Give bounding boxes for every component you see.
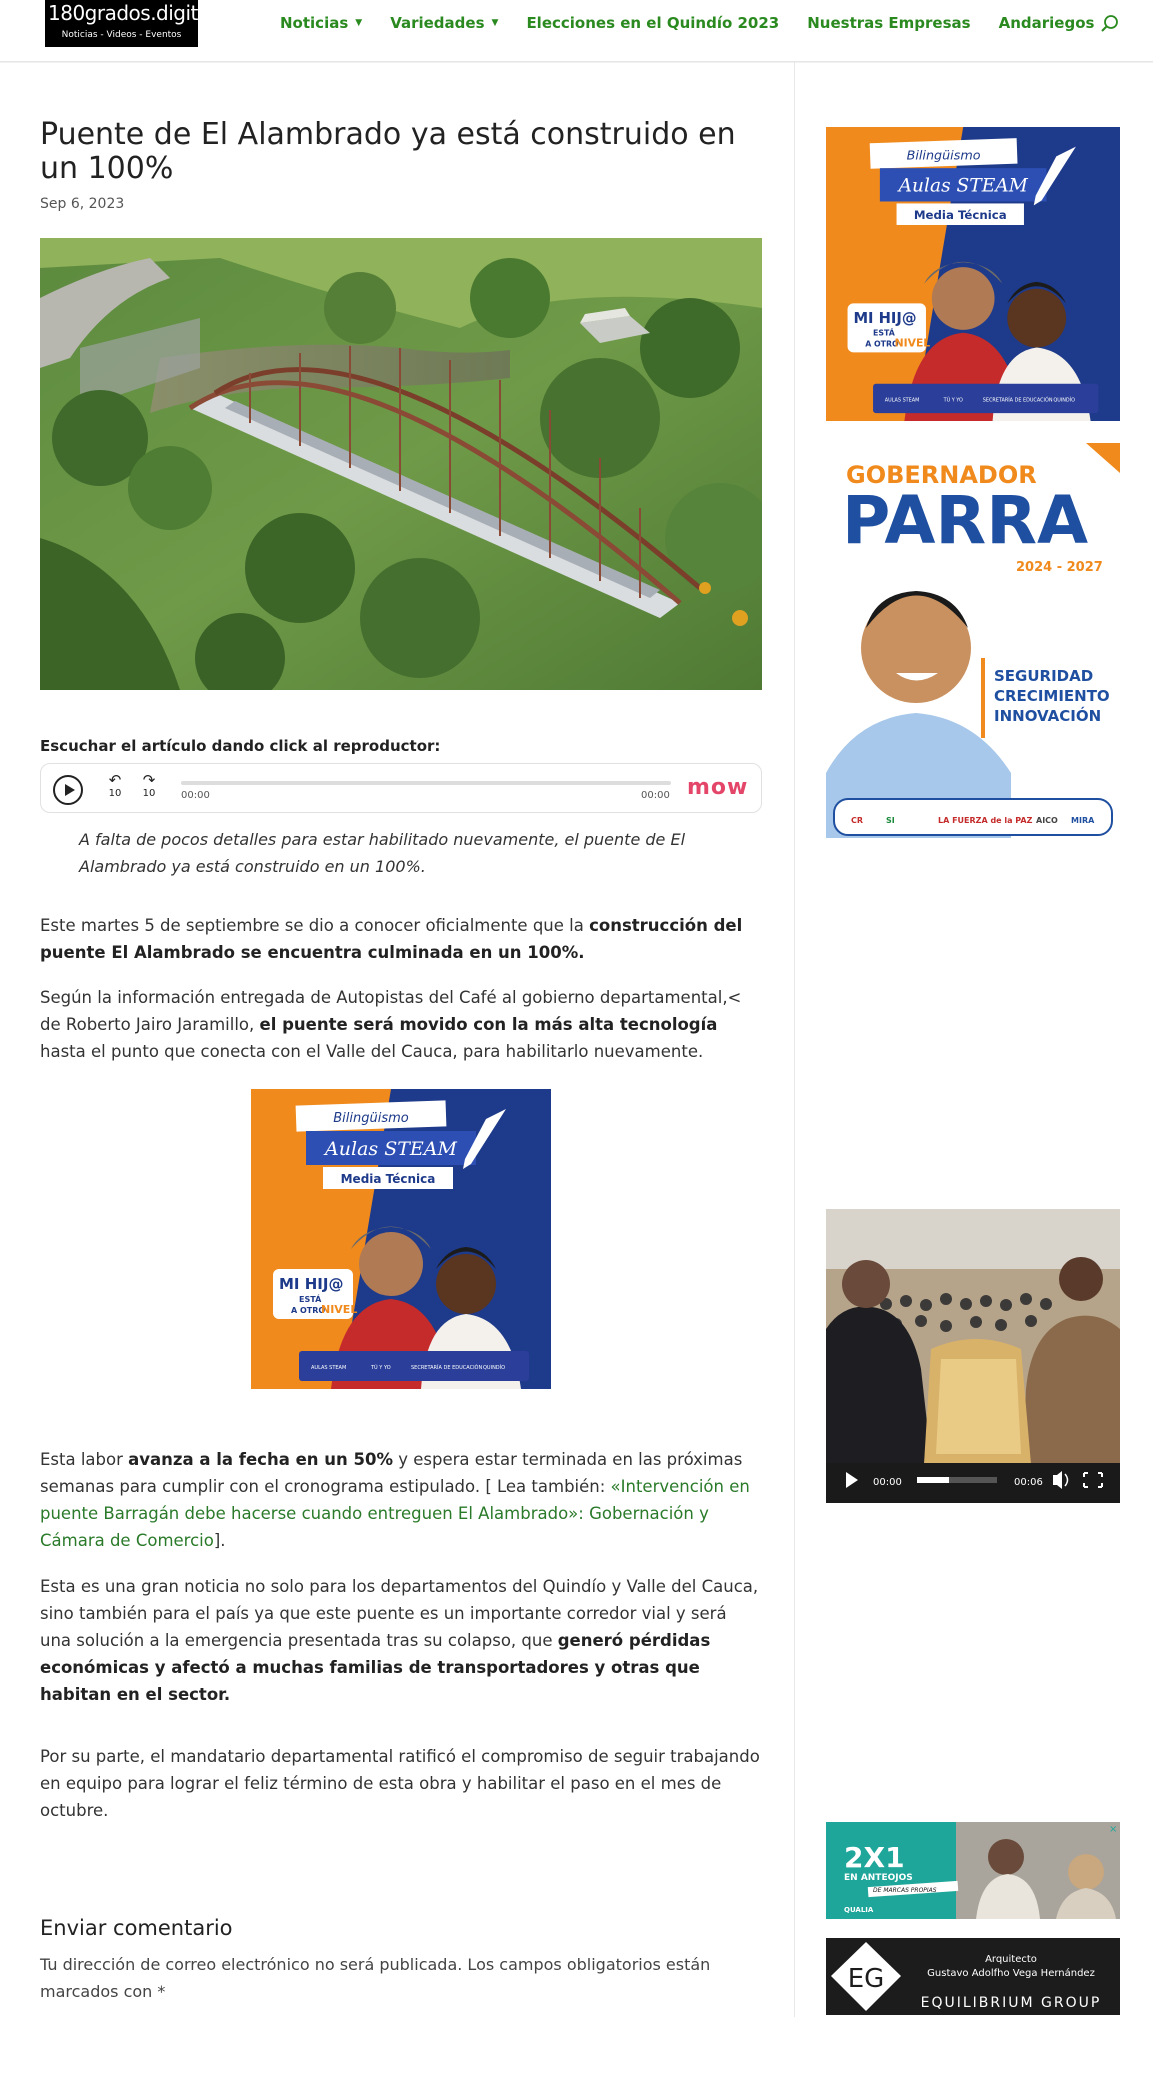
text: hasta el punto que conecta con el Valle del Cauca, para habilitarlo nuevamente. (40, 1042, 704, 1061)
ad-parra-word-3: INNOVACIÓN (994, 707, 1102, 725)
bold-text: el puente será movido con la más alta tecnología (259, 1015, 718, 1034)
ad-line-1: Bilingüismo (333, 1111, 409, 1126)
nav-item-variedades[interactable] (390, 14, 498, 32)
ad-eg-company: EQUILIBRIUM GROUP (920, 1995, 1102, 2011)
ad-logo: LA FUERZA de la PAZ (938, 816, 1033, 825)
nav-label: Andariegos (998, 14, 1095, 32)
ad-parra-kicker: GOBERNADOR (846, 461, 1037, 489)
ad-qualia-line: EN ANTEOJOS (844, 1873, 913, 1883)
ad-tag-2: ESTÁ (299, 1295, 322, 1304)
ad-line-2: Aulas STEAM (325, 1138, 457, 1160)
sidebar-divider (794, 62, 795, 2017)
ad-parra-word-2: CRECIMIENTO (994, 687, 1110, 705)
nav-item-noticias[interactable] (280, 14, 362, 32)
nav-label: Noticias (280, 14, 349, 32)
paragraph-2 (40, 984, 762, 1065)
ad-logo: SECRETARÍA DE EDUCACIÓN (411, 1365, 483, 1371)
comment-section-title: Enviar comentario (40, 1916, 233, 1940)
article-title: Puente de El Alambrado ya está construido en un 100% (40, 117, 736, 186)
ad-logo: TÚ Y YO (371, 1365, 391, 1371)
ad-tag-4: NIVEL (321, 1303, 358, 1316)
text: Según la información entregada de Autopistas del Café al gobierno departamental,< de Roberto Jairo Jaramillo, (40, 988, 742, 1034)
article-lead: A falta de pocos detalles para estar habilitado nuevamente, el puente de El Alambrado ya está construido en un 100%. (79, 830, 686, 876)
ad-tag-3: A OTRO (865, 339, 899, 349)
ad-logo: AULAS STEAM (884, 397, 920, 404)
paragraph-3 (40, 1446, 762, 1554)
ad-logo: CR (851, 816, 864, 825)
ad-tag-3: A OTRO (291, 1306, 326, 1315)
nav-label: Elecciones en el Quindío 2023 (526, 14, 780, 32)
nav-item-andariegos[interactable] (999, 14, 1095, 32)
site-header (0, 0, 1153, 62)
forward-seconds: 10 (142, 788, 156, 799)
hero-image-bridge (40, 238, 762, 690)
ad-logo: AULAS STEAM (311, 1365, 347, 1371)
ad-eg-role: Arquitecto (985, 1954, 1037, 1965)
main-nav (280, 14, 1122, 32)
ad-line-2: Aulas STEAM (898, 175, 1028, 197)
player-brand-logo[interactable]: mow (687, 775, 749, 800)
forward-icon: ↷ (142, 771, 156, 789)
sidebar-ad-gobernador-parra[interactable] (826, 443, 1120, 838)
rewind-icon: ↶ (108, 771, 122, 789)
text: ]. (213, 1531, 226, 1550)
bold-text: generó pérdidas económicas y afectó a muchas familias de transportadores y otras que habitan en el sector. (40, 1631, 711, 1704)
close-icon: × (1109, 1824, 1118, 1835)
ad-logo: SECRETARÍA DE EDUCACIÓN (982, 397, 1053, 404)
article-date: Sep 6, 2023 (40, 196, 125, 212)
ad-line-1: Bilingüismo (906, 148, 981, 164)
chevron-down-icon: ▼ (355, 18, 363, 28)
bold-text: construcción del puente El Alambrado se encuentra culminada en un 100%. (40, 916, 743, 962)
video-total-time: 00:06 (1014, 1477, 1043, 1488)
chevron-down-icon: ▼ (491, 18, 499, 28)
ad-parra-word-1: SEGURIDAD (994, 667, 1094, 685)
ad-qualia-big: 2X1 (844, 1841, 905, 1874)
rewind-10-button[interactable] (103, 772, 127, 802)
ad-qualia-ribbon: DE MARCAS PROPIAS (873, 1887, 937, 1894)
ad-parra-name: PARRA (842, 482, 1089, 559)
player-label: Escuchar el artículo dando click al reproductor: (40, 737, 441, 755)
text: y espera estar terminada en las próximas semanas para cumplir con el cronograma estipulado. [ Lea también: (40, 1450, 743, 1496)
video-current-time: 00:00 (873, 1477, 902, 1488)
ad-logo: SI (886, 816, 895, 825)
ad-tag-4: NIVEL (894, 336, 931, 350)
ad-logo: QUINDÍO (483, 1365, 506, 1371)
ad-tag-1: MI HIJ@ (853, 310, 917, 327)
nav-label: Nuestras Empresas (807, 14, 971, 32)
play-button[interactable] (53, 775, 83, 805)
paragraph-5: Por su parte, el mandatario departamental ratificó el compromiso de seguir trabajando en equipo para lograr el feliz término de esta obra y habilitar el paso en el mes de octubre. (40, 1747, 760, 1820)
ad-eg-mark: EG (847, 1964, 885, 1994)
audio-current-time: 00:00 (181, 790, 210, 801)
ad-eg-person: Gustavo Adolfho Vega Hernández (927, 1968, 1095, 1979)
sidebar-ad-qualia[interactable] (826, 1822, 1120, 1919)
logo-tagline: Noticias - Videos - Eventos (61, 30, 182, 40)
paragraph-4 (40, 1573, 762, 1708)
ad-logo: TÚ Y YO (943, 397, 963, 404)
text: Este martes 5 de septiembre se dio a conocer oficialmente que la (40, 916, 590, 935)
audio-player (40, 763, 762, 813)
logo-text: 180grados.digital (48, 1, 215, 25)
ad-parra-years: 2024 - 2027 (1016, 560, 1103, 575)
paragraph-1 (40, 912, 762, 966)
nav-item-empresas[interactable] (807, 14, 970, 32)
ad-line-3: Media Técnica (913, 208, 1007, 223)
forward-10-button[interactable] (137, 772, 161, 802)
ad-line-3: Media Técnica (340, 1172, 436, 1186)
search-icon[interactable] (1100, 14, 1120, 34)
audio-total-time: 00:00 (641, 790, 670, 801)
ad-tag-1: MI HIJ@ (279, 1275, 344, 1293)
nav-label: Variedades (390, 14, 485, 32)
ad-logo: MIRA (1071, 816, 1095, 825)
rewind-seconds: 10 (108, 788, 122, 799)
ad-logo: AICO (1036, 816, 1058, 825)
ad-tag-2: ESTÁ (873, 328, 895, 338)
related-article-link[interactable]: «Intervención en puente Barragán debe hacerse cuando entreguen El Alambrado»: Gobernación y Cámara de Comercio (40, 1477, 750, 1550)
nav-item-elecciones[interactable] (526, 14, 779, 32)
text: Esta es una gran noticia no solo para los departamentos del Quindío y Valle del Cauca, sino también para el país ya que este puente es un importante corredor vial y será una solución a la emergencia presentada tras su colapso, que (40, 1577, 759, 1650)
bold-text: avanza a la fecha en un 50% (128, 1450, 393, 1469)
audio-progress-bar[interactable] (181, 781, 671, 785)
ad-qualia-brand: QUALIA (844, 1906, 874, 1914)
ad-logo: QUINDÍO (1053, 397, 1075, 404)
comment-note: Tu dirección de correo electrónico no será publicada. Los campos obligatorios están marcados con * (40, 1955, 711, 2001)
site-logo[interactable] (45, 0, 215, 47)
inline-ad-aulas-steam[interactable] (251, 1089, 551, 1389)
text: Esta labor (40, 1450, 129, 1469)
sidebar-ad-equilibrium-group[interactable] (826, 1938, 1120, 2015)
sidebar-ad-aulas-steam[interactable] (826, 127, 1120, 421)
sidebar-video-player[interactable] (826, 1209, 1120, 1503)
